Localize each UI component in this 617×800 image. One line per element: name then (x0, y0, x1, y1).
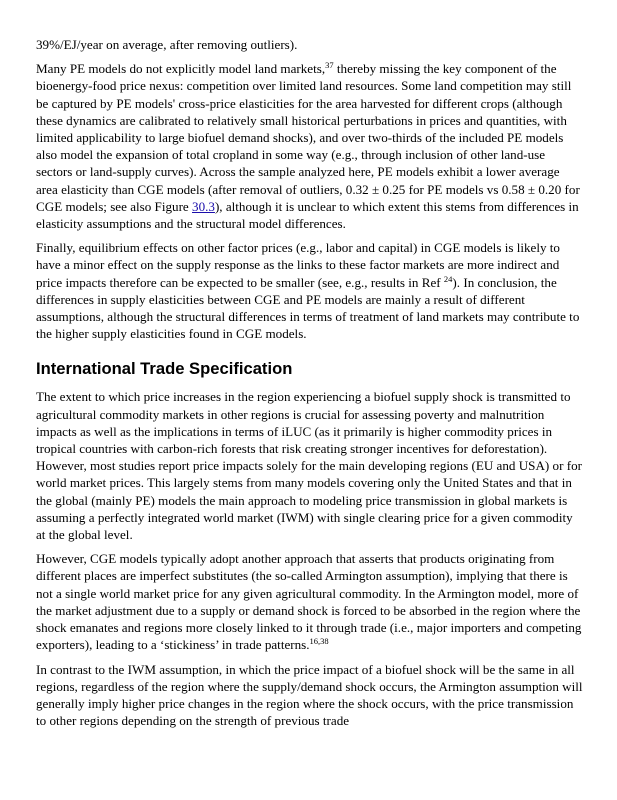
text-segment: ), although it is unclear to which extent this stems from differences in elasticity assumptions and the structural model differences. (36, 198, 579, 232)
citation-16-38[interactable]: 16,38 (309, 636, 329, 647)
text-segment: ). In conclusion, the differences in supply elasticities between CGE and PE models are mainly a result of different assumptions, although the structural differences in terms of treatment of land markets may contribute to the higher supply elasticities found in CGE models. (36, 274, 580, 342)
paragraph-armington (36, 550, 584, 653)
citation-37[interactable]: 37 (325, 60, 334, 71)
document-page (36, 36, 584, 736)
paragraph-iwm-contrast: In contrast to the IWM assumption, in which the price impact of a biofuel shock will be the same in all regions, regardless of the region where the supply/demand shock occurs, the Armington assumption will generally imply higher price changes in the region where the shock occurs, with the price transmission to other regions depending on the strength of previous trade (36, 661, 583, 729)
citation-24[interactable]: 24 (443, 273, 453, 284)
text-segment: Many PE models do not explicitly model land markets, (36, 61, 326, 77)
text-segment: thereby missing the key component of the bioenergy-food price nexus: competition over limited land resources. Some land competition may still be captured by PE models' cross-price elasticities for the area harvested for different crops (although these dynamics are calibrated to relatively small historical perturbations in prices and quantities, with limited applicability to large biofuel demand shocks), and over two-thirds of the included PE models also model the expansion of total cropland in some way (e.g., through inclusion of other land-use sectors or land-supply curves). Across the sample analyzed here, PE models exhibit a lower average area elasticity than CGE models (after removal of outliers, 0.32 ± 0.25 for PE models vs 0.58 ± 0.20 for CGE models; see also Figure (36, 61, 580, 214)
text-segment: However, CGE models typically adopt another approach that asserts that products originating from different places are imperfect substitutes (the so-called Armington assumption), implying that there is not a single world market price for any given agricultural commodity. In the Armington model, more of the market adjustment due to a supply or demand shock is forced to be absorbed in the region where the shock emanates and regions more closely linked to it through trade (i.e., major importers and competing exporters), leading to a ‘stickiness’ in trade patterns. (36, 551, 582, 653)
paragraph-land-markets (36, 60, 584, 232)
section-heading: International Trade Specification (36, 359, 293, 379)
figure-link-30-3[interactable]: 30.3 (192, 198, 215, 214)
text-segment: Finally, equilibrium effects on other factor prices (e.g., labor and capital) in CGE models is likely to have a minor effect on the supply response as the links to these factor markets are more indirect and price impacts therefore can be expected to be smaller (see, e.g., results in Ref (36, 240, 560, 290)
paragraph-price-transmission: The extent to which price increases in the region experiencing a biofuel supply shock is transmitted to agricultural commodity markets in other regions is crucial for assessing poverty and malnutrition impacts as well as the implications in terms of iLUC (as it primarily is higher commodity prices in tropical countries with carbon-rich forests that risk creating stronger incentives for deforestation). However, most studies report price impacts solely for the main developing regions (EU and USA) or for world market prices. This largely stems from many models covering only the United States and that in the global (mainly PE) models the main approach to modeling price transmission in global markets is assuming a perfectly integrated world market (IWM) with single clearing price for a given commodity at the global level. (36, 389, 583, 543)
paragraph-continuation: 39%/EJ/year on average, after removing outliers). (36, 37, 298, 52)
paragraph-factor-prices (36, 239, 584, 342)
